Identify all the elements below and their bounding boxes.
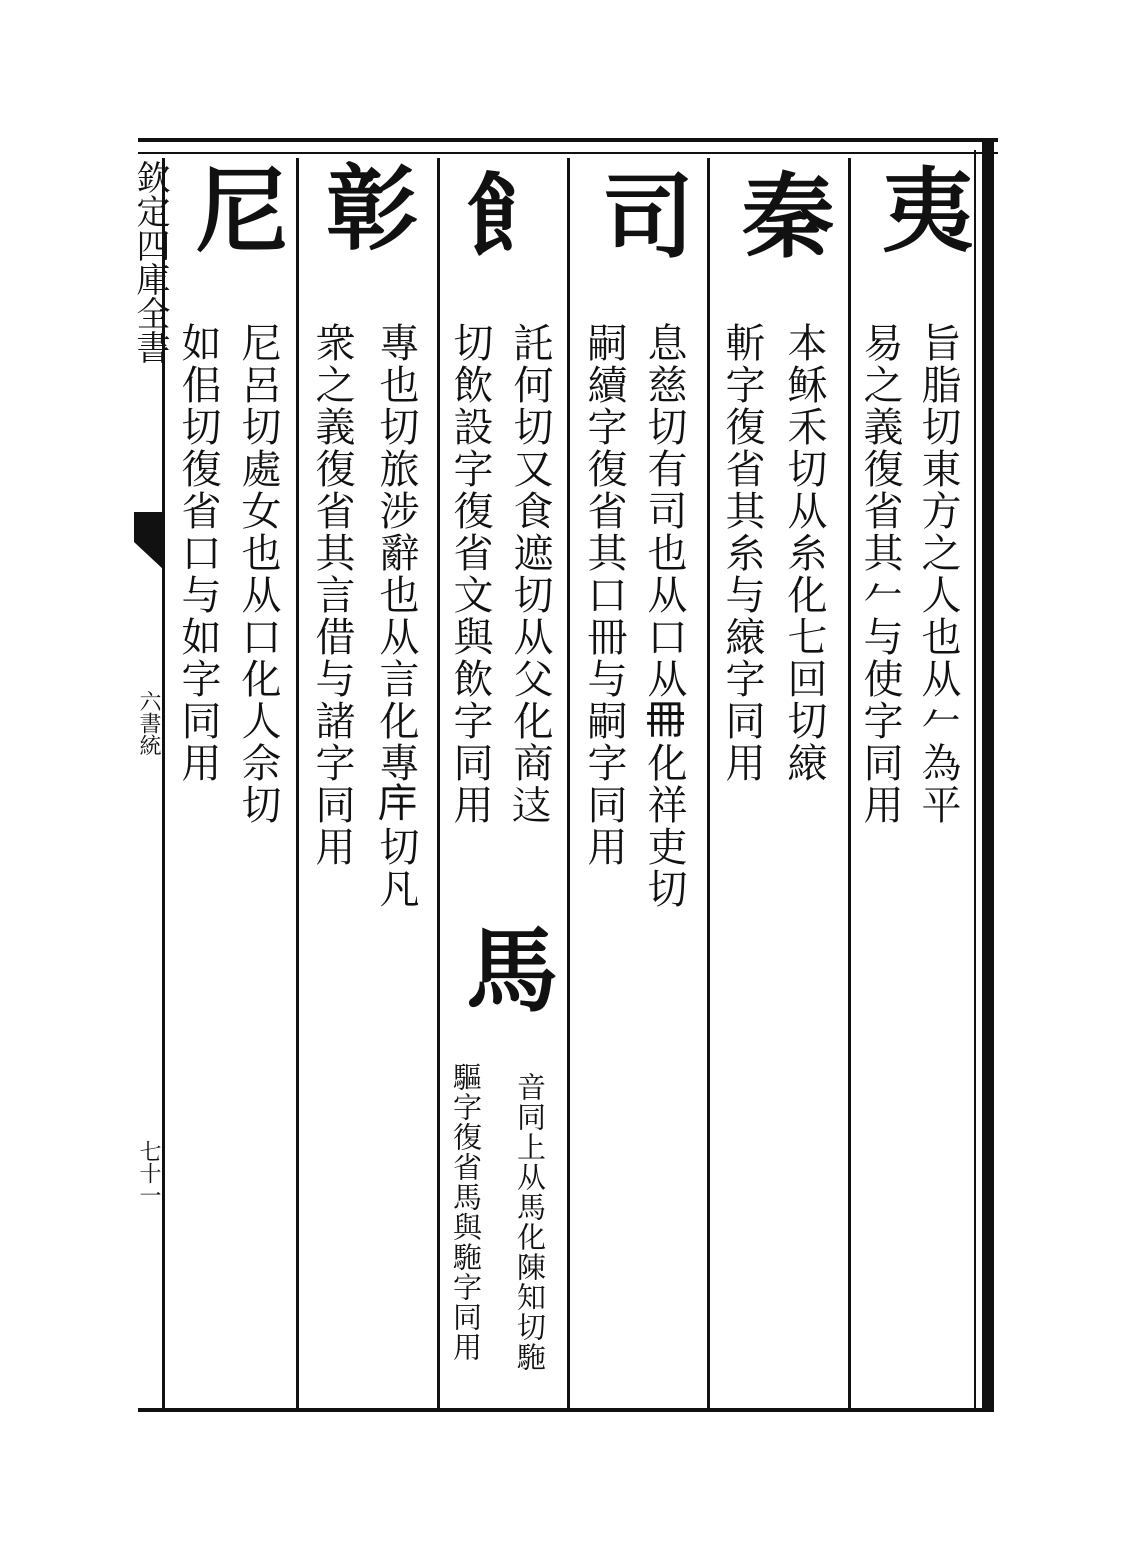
- annotation-line: 衆之義復省其言借与諸字同用: [309, 322, 355, 868]
- annotation-line: 如佀切復省口与如字同用: [175, 322, 221, 784]
- annotation-line: 嗣續字復省其口冊与嗣字同用: [581, 322, 627, 868]
- annotation-line: 專也切旅涉辭也从言化專𢇛切凡: [373, 322, 419, 910]
- column-rule: [567, 158, 570, 1408]
- seal-character: 夷: [867, 162, 975, 254]
- seal-character: 馬: [451, 922, 559, 1014]
- annotation-line: 託何切又食遮切从父化商𨑤: [507, 322, 553, 826]
- frame-right-border: [982, 140, 994, 1412]
- seal-character: 秦: [727, 168, 835, 260]
- annotation-line: 斬字復省其糸与縗字同用: [719, 322, 765, 784]
- frame-right-inner-border: [974, 150, 976, 1408]
- seal-character: 彰: [311, 160, 419, 252]
- book-title: 欽定四庫全書: [130, 160, 170, 364]
- column-rule: [848, 158, 851, 1408]
- annotation-line: 旨脂切東方之人也从𠂉為平: [915, 322, 961, 826]
- annotation-line: 驅字復省馬與駞字同用: [449, 1062, 483, 1362]
- annotation-line: 息慈切有司也从口从𠕋化祥吏切: [641, 322, 687, 910]
- annotation-line: 尼呂切處女也从口化人佘切: [235, 322, 281, 826]
- fish-tail-mark-icon: [132, 512, 166, 572]
- column-rule: [437, 158, 440, 1408]
- page-number: 七十一: [136, 1140, 161, 1206]
- annotation-line: 本稣禾切从糸化七回切縗: [781, 322, 827, 784]
- column-rule: [296, 158, 299, 1408]
- column-rule: [707, 158, 710, 1408]
- annotation-line: 易之義復省其𠂉与使字同用: [857, 322, 903, 826]
- section-title: 六書統: [136, 690, 161, 756]
- seal-character: 司: [587, 168, 695, 260]
- seal-character: 尼: [181, 162, 289, 254]
- annotation-line: 音同上从馬化陳知切駞: [513, 1072, 547, 1372]
- frame-bottom-border: [138, 1408, 994, 1412]
- frame-top-border: [138, 138, 998, 154]
- annotation-line: 切飲設字復省文與飲字同用: [447, 322, 493, 826]
- seal-character: 飠: [451, 168, 559, 260]
